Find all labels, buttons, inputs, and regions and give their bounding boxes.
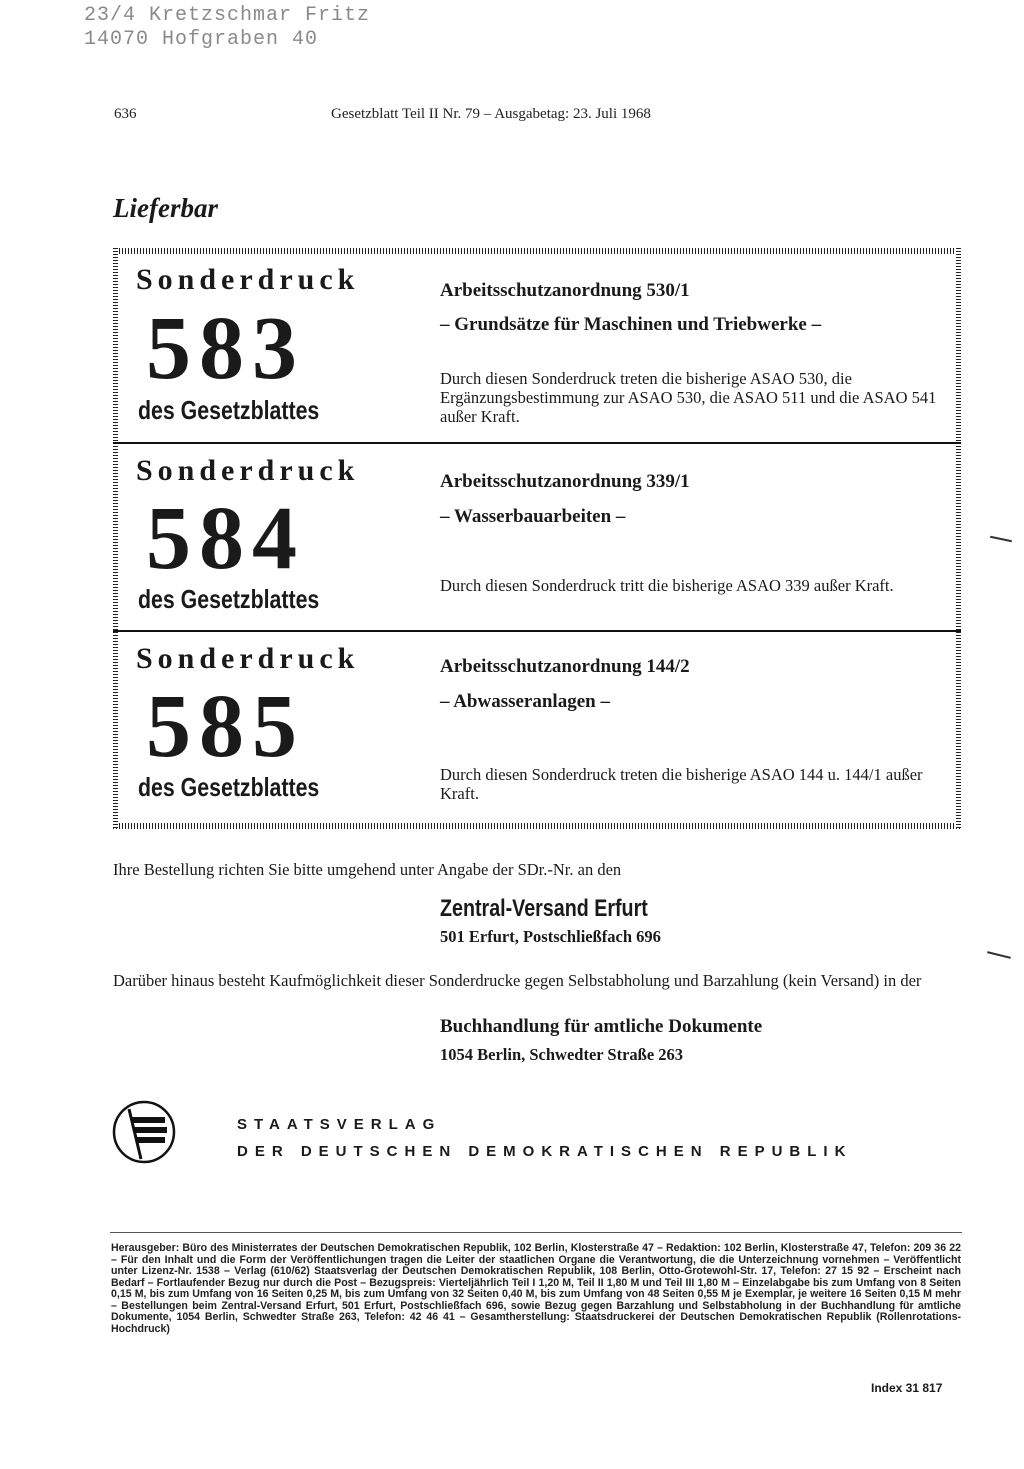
- publisher-name-line2: DER DEUTSCHEN DEMOKRATISCHEN REPUBLIK: [237, 1143, 853, 1160]
- zentral-versand-address: 501 Erfurt, Postschließfach 696: [440, 927, 661, 946]
- sonderdruck-gesetzblatt-label: des Gesetzblattes: [138, 584, 320, 614]
- box-right-border: [956, 248, 961, 828]
- anordnung-description: Durch diesen Sonderdruck treten die bisherige ASAO 530, die Ergänzungsbestimmung zur ASAO 530, die ASAO 511 und die ASAO 541 außer Kraft.: [440, 369, 937, 426]
- anordnung-title: Arbeitsschutzanordnung 339/1: [440, 471, 690, 492]
- scan-artifact: [990, 536, 1012, 543]
- sonderdruck-number: 585: [146, 677, 305, 776]
- publisher-name-line1: STAATSVERLAG: [237, 1116, 442, 1133]
- page-number: 636: [114, 106, 137, 122]
- sonderdruck-gesetzblatt-label: des Gesetzblattes: [138, 772, 320, 802]
- scan-artifact: [987, 951, 1011, 959]
- buchhandlung-address: 1054 Berlin, Schwedter Straße 263: [440, 1045, 684, 1064]
- page-title: Lieferbar: [113, 193, 218, 223]
- zentral-versand-name: Zentral-Versand Erfurt: [440, 895, 648, 922]
- sonderdruck-gesetzblatt-label: des Gesetzblattes: [138, 395, 320, 425]
- sonderdruck-number: 583: [146, 299, 305, 398]
- purchase-info: Darüber hinaus besteht Kaufmöglichkeit dieser Sonderdrucke gegen Selbstabholung und Barzahlung (kein Versand) in der: [113, 971, 922, 990]
- anordnung-title: Arbeitsschutzanordnung 144/2: [440, 656, 690, 677]
- sonderdruck-label: Sonderdruck: [136, 263, 360, 296]
- index-number: Index 31 817: [871, 1381, 943, 1395]
- staatsverlag-logo: [111, 1099, 177, 1165]
- sonderdruck-number: 584: [146, 489, 305, 588]
- anordnung-subtitle: – Abwasseranlagen –: [440, 691, 610, 712]
- address-stamp-line1: 23/4 Kretzschmar Fritz: [84, 4, 371, 27]
- imprint-text: Herausgeber: Büro des Ministerrates der Deutschen Demokratischen Republik, 102 Berlin, Klosterstraße 47 – Redaktion: 102 Berlin, Klosterstraße 47, Telefon: 209 36 22 – Für den Inhalt und die Form der Veröffentlichungen tragen die Leiter der staatlichen Organe die Verantwortung, die die Unterzeichnung vornehmen – Veröffentlicht unter Lizenz-Nr. 1538 – Verlag (610/62) Staatsverlag der Deutschen Demokratischen Republik, 108 Berlin, Otto-Grotewohl-Str. 17, Telefon: 27 15 92 – Erscheint nach Bedarf – Fortlaufender Bezug nur durch die Post – Bezugspreis: Vierteljährlich Teil I 1,20 M, Teil II 1,80 M und Teil III 1,80 M – Einzelabgabe bis zum Umfang von 8 Seiten 0,15 M, bis zum Umfang von 16 Seiten 0,25 M, bis zum Umfang von 32 Seiten 0,40 M, bis zum Umfang von 48 Seiten 0,55 M je Exemplar, je weitere 16 Seiten 0,15 M mehr – Bestellungen beim Zentral-Versand Erfurt, 501 Erfurt, Postschließfach 696, sowie Bezug gegen Barzahlung und Selbstabholung in der Buchhandlung für amtliche Dokumente, 1054 Berlin, Schwedter Straße 263, Telefon: 42 46 41 – Gesamtherstellung: Staatsdruckerei der Deutschen Demokratischen Republik (Rollenrotations-Hochdruck): [111, 1242, 961, 1335]
- anordnung-description: Durch diesen Sonderdruck treten die bisherige ASAO 144 u. 144/1 außer Kraft.: [440, 765, 923, 803]
- order-instruction: Ihre Bestellung richten Sie bitte umgehend unter Angabe der SDr.-Nr. an den: [113, 860, 622, 879]
- sonderdruck-label: Sonderdruck: [136, 642, 360, 675]
- anordnung-title: Arbeitsschutzanordnung 530/1: [440, 280, 690, 301]
- anordnung-subtitle: – Grundsätze für Maschinen und Triebwerke –: [440, 314, 822, 335]
- anordnung-description: Durch diesen Sonderdruck tritt die bisherige ASAO 339 außer Kraft.: [440, 576, 894, 595]
- sonderdruck-label: Sonderdruck: [136, 454, 360, 487]
- buchhandlung-name: Buchhandlung für amtliche Dokumente: [440, 1016, 763, 1037]
- anordnung-subtitle: – Wasserbauarbeiten –: [440, 506, 626, 527]
- box-divider-2: [113, 630, 961, 632]
- box-divider-1: [113, 442, 961, 444]
- address-stamp-line2: 14070 Hofgraben 40: [84, 28, 319, 51]
- box-left-border: [113, 248, 118, 828]
- imprint-rule: [110, 1232, 962, 1233]
- box-top-border: [113, 248, 961, 254]
- box-bottom-border: [113, 823, 961, 829]
- gazette-header: Gesetzblatt Teil II Nr. 79 – Ausgabetag: 23. Juli 1968: [331, 106, 651, 122]
